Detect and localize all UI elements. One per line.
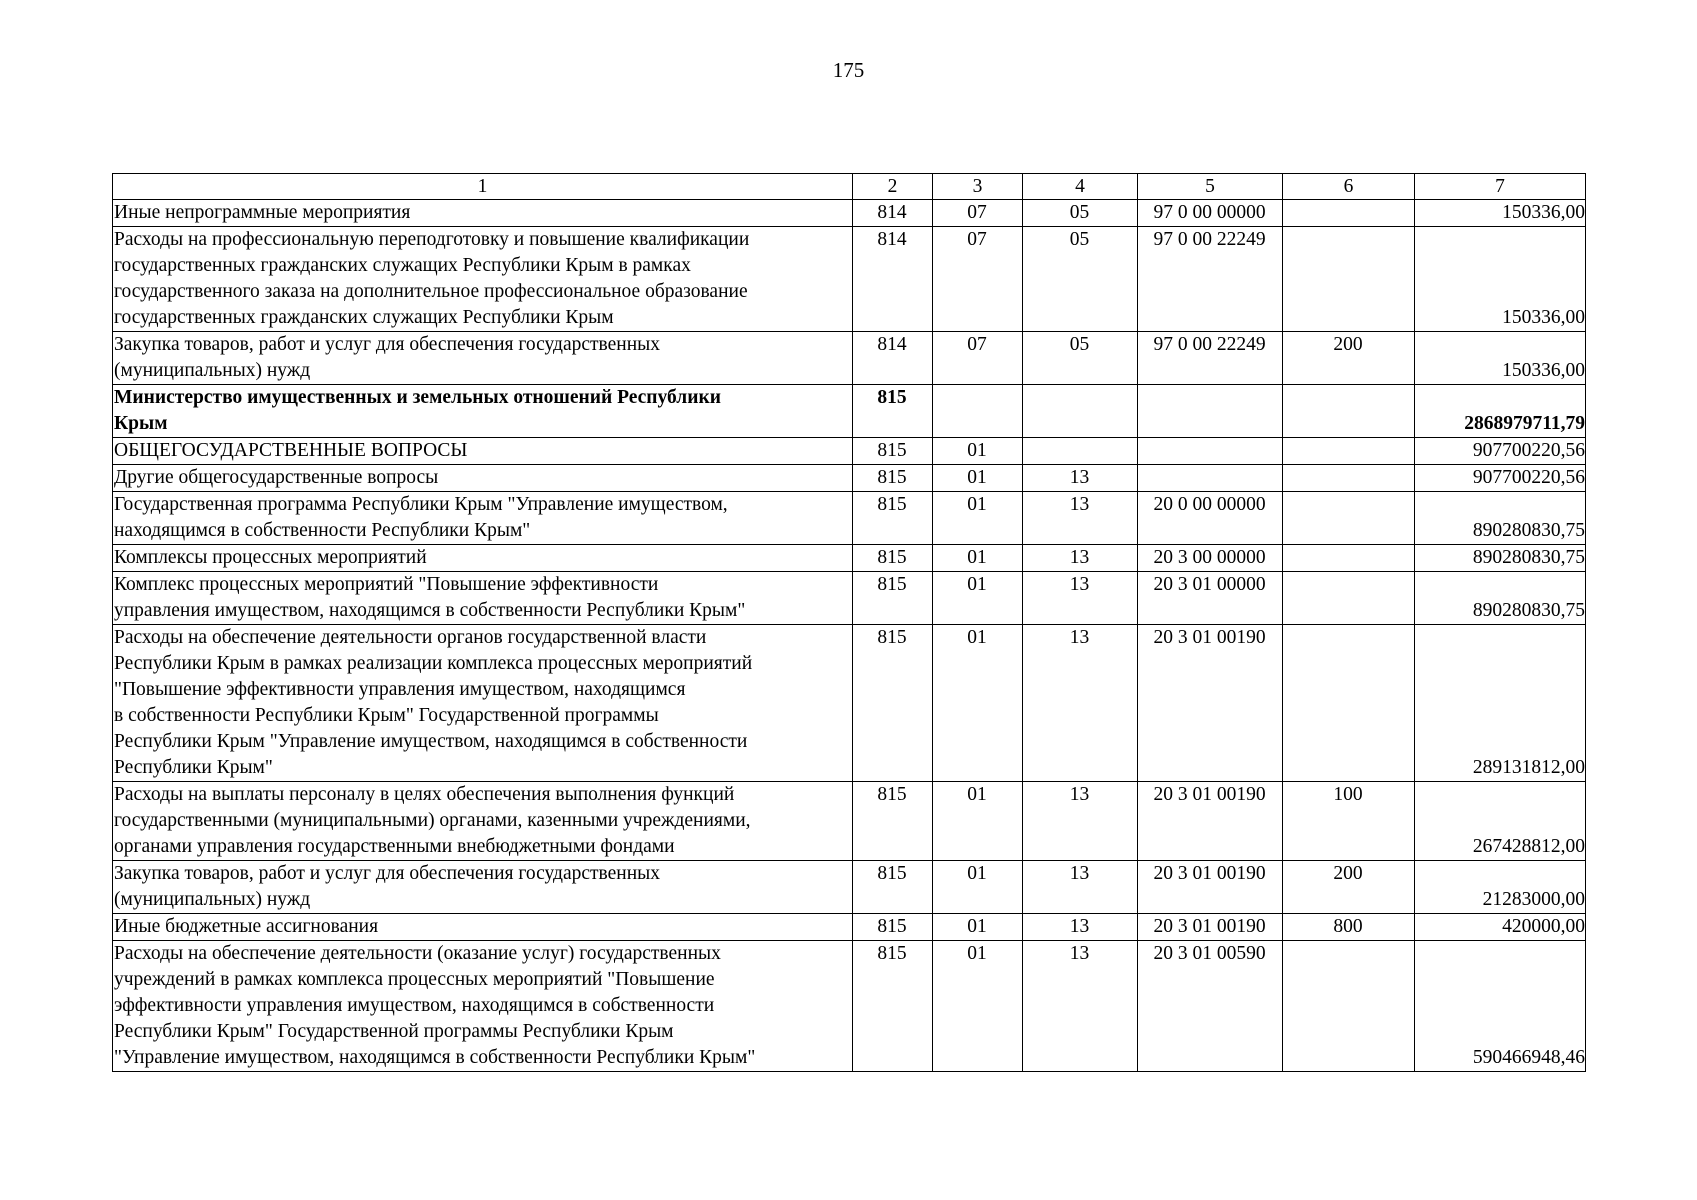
cell-description: Расходы на выплаты персоналу в целях обеспечения выполнения функций государственными (муниципальными) органами, казенными учреждениями, органами управления государственными внебюджетными фондами xyxy=(113,782,853,861)
cell-expense-type xyxy=(1283,941,1415,1072)
cell-section: 01 xyxy=(933,782,1023,861)
cell-amount: 907700220,56 xyxy=(1415,465,1586,492)
cell-ministry-code: 815 xyxy=(853,492,933,545)
cell-amount: 289131812,00 xyxy=(1415,625,1586,782)
page-number: 175 xyxy=(832,58,865,82)
table-row xyxy=(113,438,1586,465)
cell-target-item: 20 3 01 00190 xyxy=(1138,861,1283,914)
cell-subsection: 13 xyxy=(1023,465,1138,492)
cell-target-item: 20 0 00 00000 xyxy=(1138,492,1283,545)
cell-subsection: 13 xyxy=(1023,545,1138,572)
cell-amount: 2868979711,79 xyxy=(1415,385,1586,438)
cell-amount: 420000,00 xyxy=(1415,914,1586,941)
cell-subsection: 13 xyxy=(1023,941,1138,1072)
cell-ministry-code: 814 xyxy=(853,200,933,227)
table-row xyxy=(113,625,1586,782)
cell-description: Другие общегосударственные вопросы xyxy=(113,465,853,492)
table-row xyxy=(113,941,1586,1072)
cell-target-item: 20 3 01 00590 xyxy=(1138,941,1283,1072)
budget-table xyxy=(112,173,1586,1072)
cell-description: Расходы на обеспечение деятельности органов государственной власти Республики Крым в рамках реализации комплекса процессных мероприятий "Повышение эффективности управления имуществом, находящимся в собственности Республики Крым" Государственной программы Республики Крым "Управление имуществом, находящимся в собственности Республики Крым" xyxy=(113,625,853,782)
cell-section: 07 xyxy=(933,200,1023,227)
cell-target-item xyxy=(1138,385,1283,438)
table-row xyxy=(113,227,1586,332)
column-header: 3 xyxy=(933,174,1023,200)
cell-ministry-code: 815 xyxy=(853,625,933,782)
cell-target-item: 97 0 00 22249 xyxy=(1138,332,1283,385)
cell-description: Расходы на профессиональную переподготовку и повышение квалификации государственных гражданских служащих Республики Крым в рамках государственного заказа на дополнительное профессиональное образование государственных гражданских служащих Республики Крым xyxy=(113,227,853,332)
cell-subsection xyxy=(1023,385,1138,438)
table-row xyxy=(113,385,1586,438)
cell-expense-type xyxy=(1283,572,1415,625)
cell-section: 01 xyxy=(933,465,1023,492)
cell-expense-type xyxy=(1283,545,1415,572)
cell-expense-type xyxy=(1283,492,1415,545)
table-row xyxy=(113,200,1586,227)
cell-section: 01 xyxy=(933,545,1023,572)
cell-amount: 150336,00 xyxy=(1415,227,1586,332)
cell-section: 01 xyxy=(933,492,1023,545)
cell-description: Закупка товаров, работ и услуг для обеспечения государственных (муниципальных) нужд xyxy=(113,332,853,385)
cell-amount: 150336,00 xyxy=(1415,200,1586,227)
cell-section: 01 xyxy=(933,438,1023,465)
cell-amount: 890280830,75 xyxy=(1415,492,1586,545)
column-header: 6 xyxy=(1283,174,1415,200)
cell-section: 07 xyxy=(933,332,1023,385)
cell-subsection: 13 xyxy=(1023,782,1138,861)
cell-description: Государственная программа Республики Крым "Управление имуществом, находящимся в собственности Республики Крым" xyxy=(113,492,853,545)
cell-target-item: 20 3 01 00000 xyxy=(1138,572,1283,625)
cell-target-item: 20 3 01 00190 xyxy=(1138,782,1283,861)
cell-ministry-code: 815 xyxy=(853,465,933,492)
cell-ministry-code: 815 xyxy=(853,572,933,625)
cell-ministry-code: 815 xyxy=(853,782,933,861)
cell-subsection: 13 xyxy=(1023,492,1138,545)
cell-ministry-code: 815 xyxy=(853,385,933,438)
cell-section: 01 xyxy=(933,625,1023,782)
cell-description: Комплексы процессных мероприятий xyxy=(113,545,853,572)
column-header: 4 xyxy=(1023,174,1138,200)
cell-ministry-code: 815 xyxy=(853,941,933,1072)
cell-expense-type: 800 xyxy=(1283,914,1415,941)
cell-subsection: 05 xyxy=(1023,200,1138,227)
cell-expense-type xyxy=(1283,200,1415,227)
cell-expense-type xyxy=(1283,385,1415,438)
cell-expense-type xyxy=(1283,438,1415,465)
cell-target-item: 97 0 00 22249 xyxy=(1138,227,1283,332)
cell-expense-type: 100 xyxy=(1283,782,1415,861)
cell-ministry-code: 815 xyxy=(853,861,933,914)
cell-ministry-code: 815 xyxy=(853,914,933,941)
cell-ministry-code: 815 xyxy=(853,545,933,572)
cell-description: Министерство имущественных и земельных отношений Республики Крым xyxy=(113,385,853,438)
cell-section: 07 xyxy=(933,227,1023,332)
cell-subsection: 13 xyxy=(1023,861,1138,914)
cell-expense-type xyxy=(1283,625,1415,782)
cell-description: Расходы на обеспечение деятельности (оказание услуг) государственных учреждений в рамках комплекса процессных мероприятий "Повышение эффективности управления имуществом, находящимся в собственности Республики Крым" Государственной программы Республики Крым "Управление имуществом, находящимся в собственности Республики Крым" xyxy=(113,941,853,1072)
table-row xyxy=(113,914,1586,941)
cell-target-item xyxy=(1138,438,1283,465)
column-header: 5 xyxy=(1138,174,1283,200)
cell-section: 01 xyxy=(933,914,1023,941)
cell-amount: 907700220,56 xyxy=(1415,438,1586,465)
column-header: 7 xyxy=(1415,174,1586,200)
cell-amount: 590466948,46 xyxy=(1415,941,1586,1072)
cell-section: 01 xyxy=(933,861,1023,914)
table-header-row xyxy=(113,174,1586,200)
cell-target-item xyxy=(1138,465,1283,492)
cell-ministry-code: 815 xyxy=(853,438,933,465)
cell-description: Закупка товаров, работ и услуг для обеспечения государственных (муниципальных) нужд xyxy=(113,861,853,914)
table-row xyxy=(113,545,1586,572)
cell-description: ОБЩЕГОСУДАРСТВЕННЫЕ ВОПРОСЫ xyxy=(113,438,853,465)
cell-amount: 21283000,00 xyxy=(1415,861,1586,914)
cell-expense-type: 200 xyxy=(1283,332,1415,385)
cell-description: Иные непрограммные мероприятия xyxy=(113,200,853,227)
cell-section: 01 xyxy=(933,941,1023,1072)
cell-amount: 150336,00 xyxy=(1415,332,1586,385)
cell-amount: 890280830,75 xyxy=(1415,572,1586,625)
table-row xyxy=(113,861,1586,914)
column-header: 1 xyxy=(113,174,853,200)
cell-subsection: 05 xyxy=(1023,227,1138,332)
cell-target-item: 97 0 00 00000 xyxy=(1138,200,1283,227)
cell-subsection: 13 xyxy=(1023,914,1138,941)
cell-expense-type: 200 xyxy=(1283,861,1415,914)
table-row xyxy=(113,492,1586,545)
cell-subsection: 13 xyxy=(1023,572,1138,625)
cell-target-item: 20 3 01 00190 xyxy=(1138,914,1283,941)
cell-subsection xyxy=(1023,438,1138,465)
cell-ministry-code: 814 xyxy=(853,227,933,332)
table-row xyxy=(113,332,1586,385)
cell-ministry-code: 814 xyxy=(853,332,933,385)
cell-description: Комплекс процессных мероприятий "Повышение эффективности управления имуществом, находящимся в собственности Республики Крым" xyxy=(113,572,853,625)
cell-amount: 267428812,00 xyxy=(1415,782,1586,861)
column-header: 2 xyxy=(853,174,933,200)
table-row xyxy=(113,782,1586,861)
cell-target-item: 20 3 00 00000 xyxy=(1138,545,1283,572)
cell-subsection: 13 xyxy=(1023,625,1138,782)
cell-section: 01 xyxy=(933,572,1023,625)
cell-amount: 890280830,75 xyxy=(1415,545,1586,572)
cell-description: Иные бюджетные ассигнования xyxy=(113,914,853,941)
cell-expense-type xyxy=(1283,227,1415,332)
cell-target-item: 20 3 01 00190 xyxy=(1138,625,1283,782)
cell-section xyxy=(933,385,1023,438)
cell-expense-type xyxy=(1283,465,1415,492)
cell-subsection: 05 xyxy=(1023,332,1138,385)
table-row xyxy=(113,572,1586,625)
table-row xyxy=(113,465,1586,492)
